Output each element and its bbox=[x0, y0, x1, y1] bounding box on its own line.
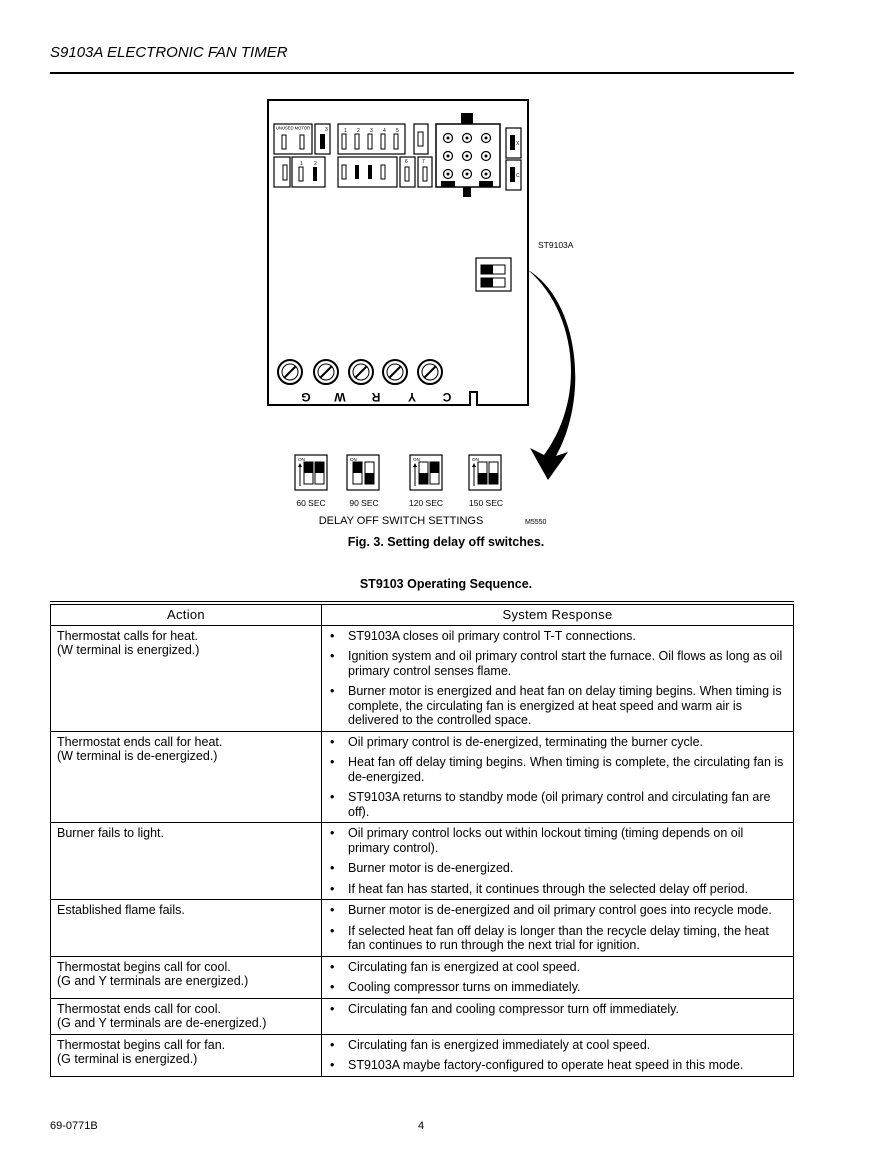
response-cell bbox=[322, 998, 794, 1034]
action-cell bbox=[51, 998, 322, 1034]
svg-text:1: 1 bbox=[300, 161, 303, 167]
svg-text:4: 4 bbox=[383, 128, 386, 134]
settings-title: DELAY OFF SWITCH SETTINGS bbox=[318, 515, 484, 527]
terminal-letter-c: C bbox=[442, 390, 452, 404]
small-connector-top bbox=[414, 124, 428, 154]
board-dip-switch bbox=[476, 258, 511, 291]
response-cell bbox=[322, 625, 794, 731]
response-item: • Heat fan off delay timing begins. When timing is complete, the circulating fan is de-energized. bbox=[328, 755, 787, 784]
table-header-row bbox=[51, 603, 794, 625]
terminal-screw-r bbox=[349, 360, 373, 384]
response-cell bbox=[322, 956, 794, 998]
svg-text:X: X bbox=[516, 141, 520, 147]
action-text: Thermostat calls for heat. bbox=[57, 628, 199, 643]
action-header: Action bbox=[51, 603, 322, 625]
table-row bbox=[51, 823, 794, 900]
svg-text:7: 7 bbox=[422, 159, 425, 165]
terminal-letter-w: W bbox=[334, 390, 346, 404]
x-terminal bbox=[506, 128, 521, 158]
unused-motor-label: UNUSED MOTOR bbox=[275, 125, 311, 131]
svg-text:ON: ON bbox=[298, 457, 305, 462]
table-row bbox=[51, 731, 794, 823]
curved-arrow bbox=[528, 270, 575, 480]
terminal-screw-g bbox=[278, 360, 302, 384]
action-text: (G terminal is energized.) bbox=[57, 1052, 198, 1066]
terminal-screw-w bbox=[314, 360, 338, 384]
terminal-screw-y bbox=[383, 360, 407, 384]
switch-label-60: 60 SEC bbox=[296, 498, 326, 508]
switch-label-150: 150 SEC bbox=[468, 498, 504, 508]
response-list bbox=[328, 735, 787, 820]
svg-text:2: 2 bbox=[357, 128, 360, 134]
response-cell bbox=[322, 1034, 794, 1076]
response-list bbox=[328, 960, 787, 995]
svg-text:3: 3 bbox=[325, 127, 328, 133]
unused-motor-connector bbox=[274, 124, 312, 154]
switch-setting-90-sec bbox=[347, 455, 379, 490]
action-text: Thermostat begins call for cool. bbox=[57, 959, 231, 974]
connector-1-2 bbox=[292, 157, 325, 187]
fan-speed-connector bbox=[338, 157, 397, 187]
action-cell bbox=[51, 900, 322, 957]
figure-caption: Fig. 3. Setting delay off switches. bbox=[347, 535, 545, 549]
figure-code: M5550 bbox=[525, 519, 547, 526]
operating-sequence-table bbox=[50, 601, 794, 1077]
svg-text:ON: ON bbox=[413, 457, 420, 462]
table-row bbox=[51, 998, 794, 1034]
table-body bbox=[51, 625, 794, 1076]
svg-text:ON: ON bbox=[472, 457, 479, 462]
response-header: System Response bbox=[322, 603, 794, 625]
action-text: Thermostat ends call for heat. bbox=[57, 734, 223, 749]
connector-7 bbox=[418, 157, 432, 187]
switch-label-90: 90 SEC bbox=[349, 498, 379, 508]
terminal-screw-c bbox=[418, 360, 442, 384]
switch-setting-60-sec bbox=[295, 455, 327, 490]
side-connector-left bbox=[274, 157, 290, 187]
action-text: Thermostat begins call for fan. bbox=[57, 1037, 226, 1052]
svg-text:ON: ON bbox=[350, 457, 357, 462]
response-item: • Oil primary control locks out within lockout timing (timing depends on oil primary control). bbox=[328, 826, 787, 855]
connector-3 bbox=[315, 124, 330, 154]
connector-1-5 bbox=[338, 124, 405, 154]
svg-text:C: C bbox=[516, 173, 520, 179]
response-item: • Circulating fan is energized at cool speed. bbox=[328, 960, 787, 975]
response-list bbox=[328, 629, 787, 728]
table-row bbox=[51, 900, 794, 957]
response-item: • Burner motor is de-energized and oil primary control goes into recycle mode. bbox=[328, 903, 787, 918]
table-title: ST9103 Operating Sequence. bbox=[359, 577, 533, 591]
action-cell bbox=[51, 823, 322, 900]
response-list bbox=[328, 826, 787, 896]
response-item: • If selected heat fan off delay is longer than the recycle delay timing, the heat fan continues to run through the next trial for ignition. bbox=[328, 924, 787, 953]
action-text: Established flame fails. bbox=[57, 903, 185, 917]
action-text: (W terminal is energized.) bbox=[57, 643, 200, 657]
response-item: • Burner motor is energized and heat fan on delay timing begins. When timing is complete, the circulating fan is energized at heat speed and warm air is delivered to the controlled space. bbox=[328, 684, 787, 728]
action-text: (G and Y terminals are energized.) bbox=[57, 974, 249, 988]
page-number: 4 bbox=[418, 1120, 425, 1132]
svg-text:5: 5 bbox=[396, 128, 399, 134]
response-item: • Oil primary control is de-energized, terminating the burner cycle. bbox=[328, 735, 787, 750]
action-cell bbox=[51, 625, 322, 731]
switch-setting-120-sec bbox=[410, 455, 442, 490]
response-list bbox=[328, 903, 787, 953]
action-cell bbox=[51, 731, 322, 823]
response-cell bbox=[322, 823, 794, 900]
response-item: • Circulating fan and cooling compressor turn off immediately. bbox=[328, 1002, 787, 1017]
response-cell bbox=[322, 731, 794, 823]
page-header-title: S9103A ELECTRONIC FAN TIMER bbox=[50, 44, 288, 61]
svg-text:2: 2 bbox=[314, 161, 317, 167]
svg-text:6: 6 bbox=[405, 159, 408, 165]
response-list bbox=[328, 1038, 787, 1073]
table-row bbox=[51, 625, 794, 731]
response-item: • ST9103A maybe factory-configured to operate heat speed in this mode. bbox=[328, 1058, 787, 1073]
c-terminal bbox=[506, 160, 521, 190]
terminal-block bbox=[436, 113, 500, 197]
document-number: 69-0771B bbox=[50, 1120, 98, 1132]
connector-6 bbox=[400, 157, 415, 187]
table-row bbox=[51, 1034, 794, 1076]
response-item: • Circulating fan is energized immediately at cool speed. bbox=[328, 1038, 787, 1053]
response-item: • Ignition system and oil primary control start the furnace. Oil flows as long as oil primary control senses flame. bbox=[328, 649, 787, 678]
action-text: (G and Y terminals are de-energized.) bbox=[57, 1016, 267, 1030]
table-row bbox=[51, 956, 794, 998]
action-cell bbox=[51, 956, 322, 998]
terminal-letter-y: Y bbox=[407, 390, 417, 404]
action-text: Thermostat ends call for cool. bbox=[57, 1001, 221, 1016]
response-item: • Cooling compressor turns on immediately. bbox=[328, 980, 787, 995]
svg-text:3: 3 bbox=[370, 128, 373, 134]
response-list bbox=[328, 1002, 787, 1017]
action-text: Burner fails to light. bbox=[57, 826, 164, 840]
action-text: (W terminal is de-energized.) bbox=[57, 749, 218, 763]
response-item: • Burner motor is de-energized. bbox=[328, 861, 787, 876]
switch-label-120: 120 SEC bbox=[408, 498, 444, 508]
response-item: • If heat fan has started, it continues through the selected delay off period. bbox=[328, 882, 787, 897]
svg-text:1: 1 bbox=[344, 128, 347, 134]
response-cell bbox=[322, 900, 794, 957]
switch-setting-150-sec bbox=[469, 455, 501, 490]
action-cell bbox=[51, 1034, 322, 1076]
fan-timer-figure bbox=[0, 0, 892, 560]
response-item: • ST9103A returns to standby mode (oil primary control and circulating fan are off). bbox=[328, 790, 787, 819]
terminal-letter-r: R bbox=[371, 390, 381, 404]
board-label: ST9103A bbox=[538, 240, 574, 250]
response-item: • ST9103A closes oil primary control T-T connections. bbox=[328, 629, 787, 644]
terminal-letter-g: G bbox=[301, 390, 311, 404]
